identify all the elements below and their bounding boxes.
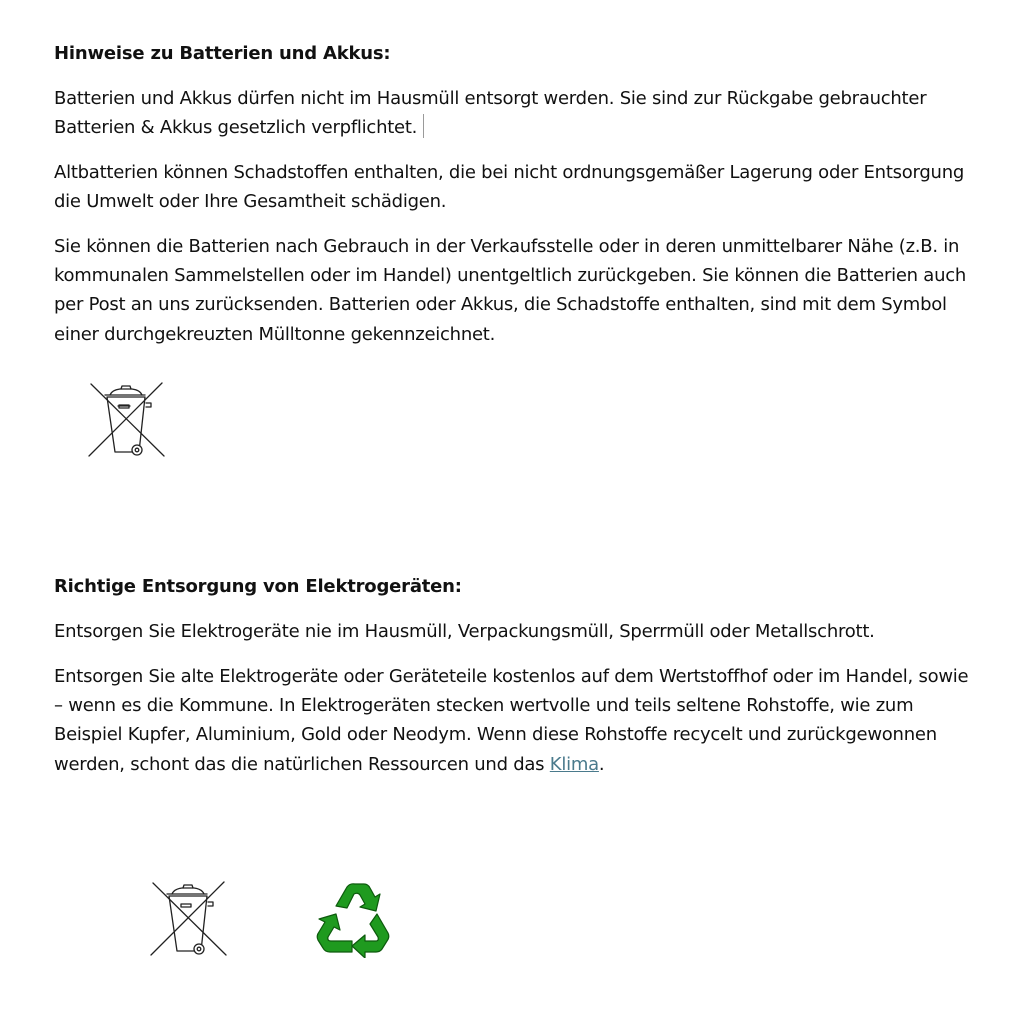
klima-link[interactable]: Klima bbox=[549, 753, 599, 775]
recycle-icon bbox=[314, 880, 392, 958]
electronics-paragraph-2-end: . bbox=[598, 753, 605, 775]
batteries-heading: Hinweise zu Batterien und Akkus: bbox=[54, 43, 391, 64]
electronics-paragraph-2-text: Entsorgen Sie alte Elektrogeräte oder Geräteteile kostenlos auf dem Wertstoffhof oder im Handel, sowie – wenn es die Kommune. In Elektrogeräten stecken wertvolle und teils seltene Rohstoffe, wie zum Beispiel Kupfer, Aluminium, Gold oder Neodym. Wenn diese Rohstoffe recycelt und zurückgewonnen werden, schont das die natürlichen Ressourcen und das bbox=[54, 666, 969, 775]
electronics-heading: Richtige Entsorgung von Elektrogeräten: bbox=[54, 576, 462, 597]
batteries-paragraph-1-text: Batterien und Akkus dürfen nicht im Hausmüll entsorgt werden. Sie sind zur Rückgabe gebrauchter Batterien & Akkus gesetzlich verpflichtet. bbox=[54, 88, 927, 139]
text-cursor bbox=[423, 114, 424, 138]
batteries-paragraph-3: Sie können die Batterien nach Gebrauch in der Verkaufsstelle oder in deren unmittelbarer Nähe (z.B. in kommunalen Sammelstellen oder im Handel) unentgeltlich zurückgeben. Sie können die Batterien auch per Post an uns zurücksenden. Batterien oder Akkus, die Schadstoffe enthalten, sind mit dem Symbol einer durchgekreuzten Mülltonne gekennzeichnet. bbox=[54, 236, 967, 345]
electronics-paragraph-1: Entsorgen Sie Elektrogeräte nie im Hausmüll, Verpackungsmüll, Sperrmüll oder Metallschrott. bbox=[54, 621, 875, 642]
batteries-paragraph-1 bbox=[54, 84, 974, 142]
batteries-paragraph-2: Altbatterien können Schadstoffen enthalten, die bei nicht ordnungsgemäßer Lagerung oder Entsorgung die Umwelt oder Ihre Gesamtheit schädigen. bbox=[54, 162, 965, 213]
crossed-out-bin-icon bbox=[88, 381, 166, 459]
crossed-out-bin-icon bbox=[150, 880, 228, 958]
electronics-paragraph-2 bbox=[54, 662, 974, 779]
